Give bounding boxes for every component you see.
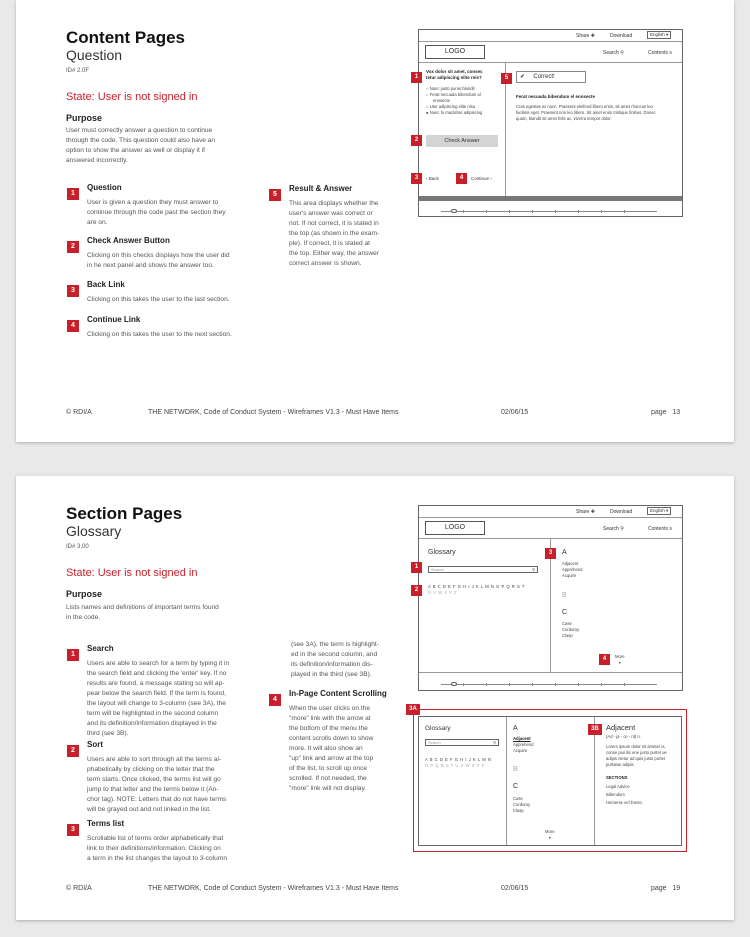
footer-title: THE NETWORK, Code of Conduct System - Wireframes V1.3 - Must Have Items — [148, 409, 399, 416]
letter-a: A — [513, 725, 518, 732]
letter-c: C — [513, 783, 519, 790]
back-link[interactable]: ‹ Back — [426, 176, 439, 181]
answer-text: Cras egestas ex nunc. Praesent eleifend libero enim, sit amet rhoncus leo facilisis eget. Praesent non leo libero. Sit amet enim tristique finibus. Donec quam, blandit sit amet felis ac, viverra tempor dolor. — [516, 104, 656, 121]
search-link[interactable]: Search ⚲ — [603, 50, 624, 56]
purpose-heading: Purpose — [66, 589, 103, 599]
item-back-link: 3 Back Link Clicking on this takes the user to the last section. — [67, 279, 267, 297]
check-answer-button[interactable]: Check Answer — [426, 135, 498, 147]
alphabet-sort[interactable]: A B C D E F G H I J K L M N O P Q R S T U V W X Y Z — [428, 584, 525, 595]
check-icon: ✔ — [520, 74, 526, 80]
wireframe-question — [414, 29, 683, 217]
share-link[interactable]: Share ✚ — [576, 33, 595, 39]
item-result-answer: 5 Result & Answer This area displays whether the user's answer was correct or not. If not correct, it is stated in the top (as shown in the exam- ple). If correct, it is stated at the top. Either way, the answer correct answer is shown. — [269, 183, 389, 201]
terms-c[interactable]: Case Corduroy Clasp — [562, 621, 580, 638]
download-link[interactable]: Download — [610, 509, 633, 515]
footer-page: page 13 — [651, 409, 681, 416]
callout-3a: 3A — [406, 704, 420, 715]
sections-heading: SECTIONS — [606, 775, 628, 780]
footer-page: page 19 — [651, 885, 681, 892]
glossary-heading: Glossary — [425, 725, 451, 732]
page-title: Section Pages — [66, 504, 183, 523]
item-question: 1 Question User is given a question they must answer to continue through the code past the section they are on. — [67, 182, 267, 200]
search-input[interactable]: Search ⚲ — [425, 739, 499, 746]
page-19 — [16, 476, 734, 920]
page-13 — [16, 0, 734, 442]
page-subtitle: Question — [66, 47, 123, 63]
page-title: Content Pages — [66, 28, 186, 47]
purpose-text: User must correctly answer a question to continue through the code. This question could also have an option to show the answer as well or display it if answered incorrectly. — [66, 127, 216, 164]
page-id: ID# 3.00 — [66, 544, 89, 550]
logo: LOGO — [425, 521, 485, 535]
footer-bar — [419, 196, 682, 201]
callout-3: 3 — [411, 173, 422, 184]
callout-3: 3 — [545, 548, 556, 559]
answer-options[interactable]: ○ Nunc justo purus blandit ○ Ferat necuada bibendum al ennsecte ○ Utur adipiscing elite nisa ● Nunc fu maclebur adipiscing — [426, 86, 483, 115]
chevron-down-icon: ▾ — [548, 835, 551, 840]
share-link[interactable]: Share ✚ — [576, 509, 595, 515]
wireframe-3a — [418, 716, 682, 846]
answer-heading: Ferat necuada bibendum el ennsecte — [516, 94, 596, 99]
search-icon: ⚲ — [620, 526, 624, 532]
terms-list-continued: (see 3A), the term is highlight- ed in the second column, and its definition/information dis- played in the third (see 3B). — [291, 641, 379, 678]
search-input[interactable]: Search ⚲ — [428, 566, 538, 573]
language-select[interactable]: English ▾ — [647, 31, 671, 39]
slider-knob[interactable] — [451, 209, 457, 213]
footer-copyright: © RDI/A — [66, 885, 92, 892]
callout-3b: 3B — [588, 724, 602, 735]
contents-link[interactable]: Contents ≡ — [648, 50, 673, 56]
terms-a[interactable]: Adjacent Apprehend Acquire — [562, 561, 583, 578]
letter-b: B — [513, 766, 518, 773]
terms-c[interactable]: Case Corduroy Clasp — [513, 796, 531, 813]
callout-2: 2 — [411, 135, 422, 146]
letter-c: C — [562, 609, 568, 616]
item-continue-link: 4 Continue Link Clicking on this takes the user to the next section. — [67, 314, 267, 332]
sections-list[interactable]: Legal Advice Bibendum Homerse vel Dorso — [606, 784, 642, 805]
logo: LOGO — [425, 45, 485, 59]
alphabet-sort[interactable]: A B C D E F G H I J K L M N O P Q R S T U V W X Y Z — [425, 757, 492, 768]
wireframe-glossary — [414, 505, 683, 691]
glossary-heading: Glossary — [428, 549, 456, 556]
terms-a[interactable]: Adjacent Apprehend Acquire — [513, 736, 534, 753]
chevron-down-icon: ▾ — [618, 660, 621, 665]
contents-link[interactable]: Contents ≡ — [648, 526, 673, 532]
wireframe-3a-frame — [409, 706, 687, 852]
footer-date: 02/06/15 — [501, 885, 529, 892]
state-label: State: User is not signed in — [66, 91, 198, 103]
slider-knob[interactable] — [451, 682, 457, 686]
purpose-text: Lists names and definitions of important terms found in the code. — [66, 604, 219, 621]
footer-date: 02/06/15 — [501, 409, 529, 416]
more-link[interactable]: More ▾ — [615, 654, 625, 665]
definition-title: Adjacent — [606, 723, 636, 732]
page-subtitle: Glossary — [66, 523, 122, 539]
continue-link[interactable]: Continue › — [471, 176, 492, 181]
download-link[interactable]: Download — [610, 33, 633, 39]
pronunciation: (Ad - ja - ce - nt) n. — [606, 734, 641, 739]
definition-text: Lorem ipsum dolor sit ameter is, conse piui ilic ene justo purtet ue adipis ctetur ad quis justo purtet purtatue adipis. — [606, 744, 667, 767]
callout-4: 4 — [456, 173, 467, 184]
purpose-heading: Purpose — [66, 113, 103, 123]
footer-title: THE NETWORK, Code of Conduct System - Wireframes V1.3 - Must Have Items — [148, 885, 399, 892]
item-content-scrolling: 4 In-Page Content Scrolling When the user clicks on the "more" link with the arrow at the bottom of the menu the content scrolls down to show more. It will also show an "up" link and arrow at the top of the list, to scroll up once scrolled. If not needed, the "more" link will not display. — [269, 688, 419, 706]
item-terms-list: 3 Terms list Scrollable list of terms order alphabetically that link to their definitions/information. Clicking on a term in the list changes the layout to 3-column — [67, 818, 267, 836]
item-search: 1 Search Users are able to search for a term by typing it in the search field and clicking the 'enter' key. If no results are found, a message stating so will ap- pear below the search field. If the term is found, the layout will change to 3-column (see 3A), the term will be highlighted in the second column and its definition/information displayed in the third (see 3B). — [67, 643, 267, 661]
page-id: ID# 2.0F — [66, 68, 90, 74]
more-link[interactable]: More ▾ — [545, 829, 555, 840]
callout-1: 1 — [411, 72, 422, 83]
item-check-answer: 2 Check Answer Button Clicking on this checks displays how the user did in he next panel and shows the answer too. — [67, 235, 267, 253]
question-text: Vox dolor sit amet, consec tetur adipiscing elite reis? — [426, 69, 483, 80]
letter-b: B — [562, 592, 567, 599]
callout-4: 4 — [599, 654, 610, 665]
callout-2: 2 — [411, 585, 422, 596]
search-link[interactable]: Search ⚲ — [603, 526, 624, 532]
letter-a: A — [562, 549, 567, 556]
footer-copyright: © RDI/A — [66, 409, 92, 416]
state-label: State: User is not signed in — [66, 567, 198, 579]
search-icon: ⚲ — [493, 740, 496, 745]
search-icon: ⚲ — [620, 50, 624, 56]
search-icon: ⚲ — [532, 567, 535, 572]
item-sort: 2 Sort Users are able to sort through all the terms al- phabetically by clicking on the letter that the term starts. Once clicked, the terms list will go jump to that letter and the terms below it (An- chor tag). NOTE: Letters that do not have terms will be grayed out and not linked in the list. — [67, 739, 267, 757]
language-select[interactable]: English ▾ — [647, 507, 671, 515]
callout-5: 5 — [501, 73, 512, 84]
callout-1: 1 — [411, 562, 422, 573]
menu-icon: ≡ — [669, 50, 673, 56]
result-banner: ✔ Correct! — [516, 71, 586, 83]
menu-icon: ≡ — [669, 526, 673, 532]
